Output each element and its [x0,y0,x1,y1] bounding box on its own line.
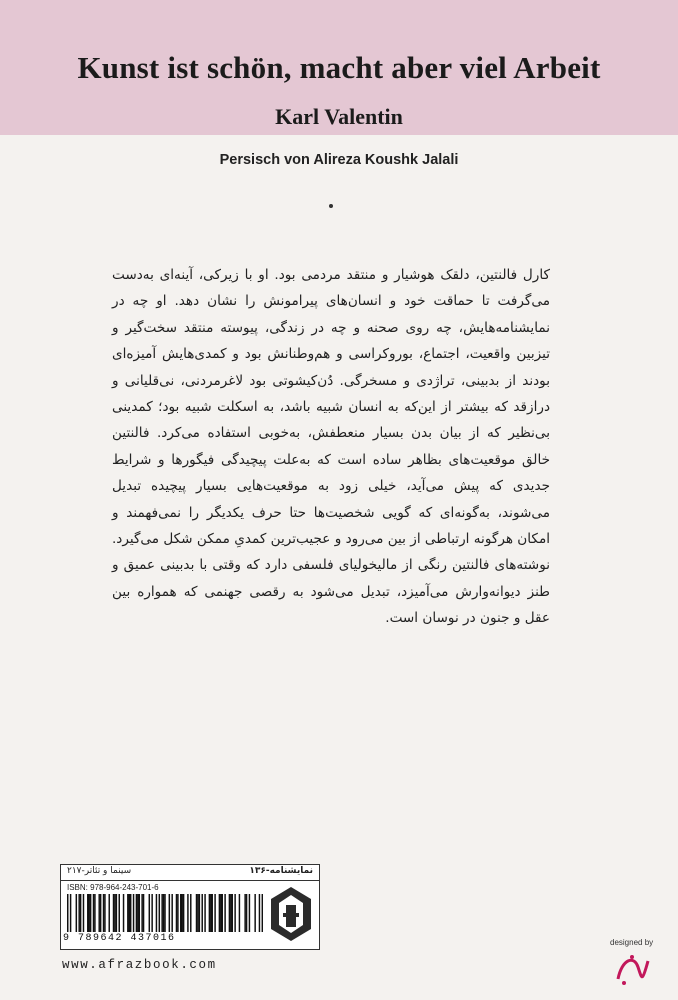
barcode-bar [129,894,130,932]
barcode-bar [199,894,200,932]
isbn-label: ISBN: 978-964-243-701-6 [67,883,159,892]
barcode-bar [244,894,245,932]
author-name: Karl Valentin [275,104,403,129]
barcode-bar [254,894,255,932]
barcode-bar [136,894,137,932]
barcode-bar [219,894,220,932]
barcode-bar [116,894,117,932]
barcode-bar [230,894,231,932]
barcode-bar [190,894,191,932]
translator-line: Persisch von Alireza Koushk Jalali [219,152,459,168]
designer-signature-icon [612,949,652,989]
barcode-bar [183,894,184,932]
barcode-bar [133,894,134,932]
barcode-bar [204,894,205,932]
series-row [61,865,319,881]
barcode-bar [220,894,221,932]
barcode-bar [177,894,178,932]
barcode-bar [90,894,91,932]
barcode-bar [222,894,223,932]
barcode-bar [108,894,109,932]
designed-by-label: designed by [610,938,654,947]
barcode-bar [163,894,164,932]
barcode-bar [88,894,89,932]
barcode-bar [127,894,128,932]
barcode-bar [171,894,172,932]
barcode-bar [137,894,138,932]
barcode-bar [93,894,94,932]
blurb-text: کارل فالنتین، دلقک هوشیار و منتقد مردمی بود. او با زیرکی، آینه‌ای به‌دست می‌گرفت تا حماقت خود و انسان‌های پیرامونش را نشان دهد. او چه در نمایشنامه‌هایش، چه روی صحنه و چه در زندگی، پیوسته منتقد سخت‌گیر و تیزبین واقعیت، اجتماع، بوروکراسی و هم‌وطنانش بود و کمدی‌هایش آمیزه‌ای بودند از بدبینی، تراژدی و مسخرگی. دُن‌کیشوتی بود لاغرمردنی، نی‌قلیانی و درازقد که بیشتر از این‌که به انسان شبیه باشد، به اسکلت شبیه بود؛ کمدینی بی‌نظیر که از بیان بدن بسیار منعطفش، به‌خوبی استفاده می‌کرد. فالنتین خالق موقعیت‌های بظاهر ساده است که به‌علت پیچیدگی فیگورها و شرایط جدیدی که پیش می‌آید، خیلی زود به موقعیت‌هایی بسیار پیچیده تبدیل می‌شوند، به‌گونه‌ای که گویی شخصیت‌ها حتا حرف یکدیگر را نمی‌فهمند و امکان هرگونه ارتباطی از بین می‌رود و عجیب‌ترین کمدیِ ممکن شکل می‌گیرد. نوشته‌های فالنتین رنگی از مالیخولیای فلسفی دارد که وقتی با بدبینی عمیق و طنز دیوانه‌وارش می‌آمیزد، تبدیل می‌شود به رقصی جهنمی که همواره بین عقل و جنون در نوسان است. [111,267,550,627]
barcode-bar [169,894,170,932]
barcode-bar [249,894,250,932]
series-cinema-theatre: سینما و تئاتر-۲۱۷ [67,866,132,876]
barcode-bar [149,894,150,932]
barcode-bar [78,894,79,932]
barcode-bar [187,894,188,932]
barcode-box [60,864,320,950]
barcode-bar [209,894,210,932]
barcode-bar [70,894,71,932]
barcode-bar [123,894,124,932]
barcode-bar [232,894,233,932]
barcode-bar [114,894,115,932]
barcode-bar [119,894,120,932]
barcode-bar [224,894,225,932]
barcode-bar [104,894,105,932]
barcode-bar [234,894,235,932]
barcode-bar [83,894,84,932]
barcode-bar [141,894,142,932]
barcode-bar [164,894,165,932]
barcode-bar [161,894,162,932]
dot-ornament [329,204,333,208]
barcode-bar [180,894,181,932]
barcode-bar [80,894,81,932]
barcode-bar [103,894,104,932]
series-play-number: نمایشنامه-۱۳۶ [249,866,313,876]
barcode-bar [67,894,68,932]
barcode-bar [214,894,215,932]
barcode-bar [246,894,247,932]
barcode-bar [151,894,152,932]
barcode-bar [87,894,88,932]
publisher-logo-icon [269,885,313,943]
barcode-bar [100,894,101,932]
barcode-bar [239,894,240,932]
barcode-bar [210,894,211,932]
barcode-bar [176,894,177,932]
barcode-digits: 9 789642 437016 [63,933,176,944]
barcode-bar [113,894,114,932]
barcode-bar [159,894,160,932]
barcode-bar [98,894,99,932]
barcode-bar [201,894,202,932]
barcode-bar [76,894,77,932]
barcode-bar [94,894,95,932]
barcode-bar [143,894,144,932]
barcode-bar [212,894,213,932]
barcode-bar [139,894,140,932]
publisher-url: www.afrazbook.com [62,958,217,972]
barcode-bar [197,894,198,932]
barcode-bar [196,894,197,932]
barcode-bar [262,894,263,932]
book-title: Kunst ist schön, macht aber viel Arbeit [77,50,601,85]
barcode-bar [229,894,230,932]
barcode-bars [67,894,263,932]
barcode-bar [130,894,131,932]
barcode-bar [181,894,182,932]
barcode-bar [259,894,260,932]
barcode-bar [156,894,157,932]
